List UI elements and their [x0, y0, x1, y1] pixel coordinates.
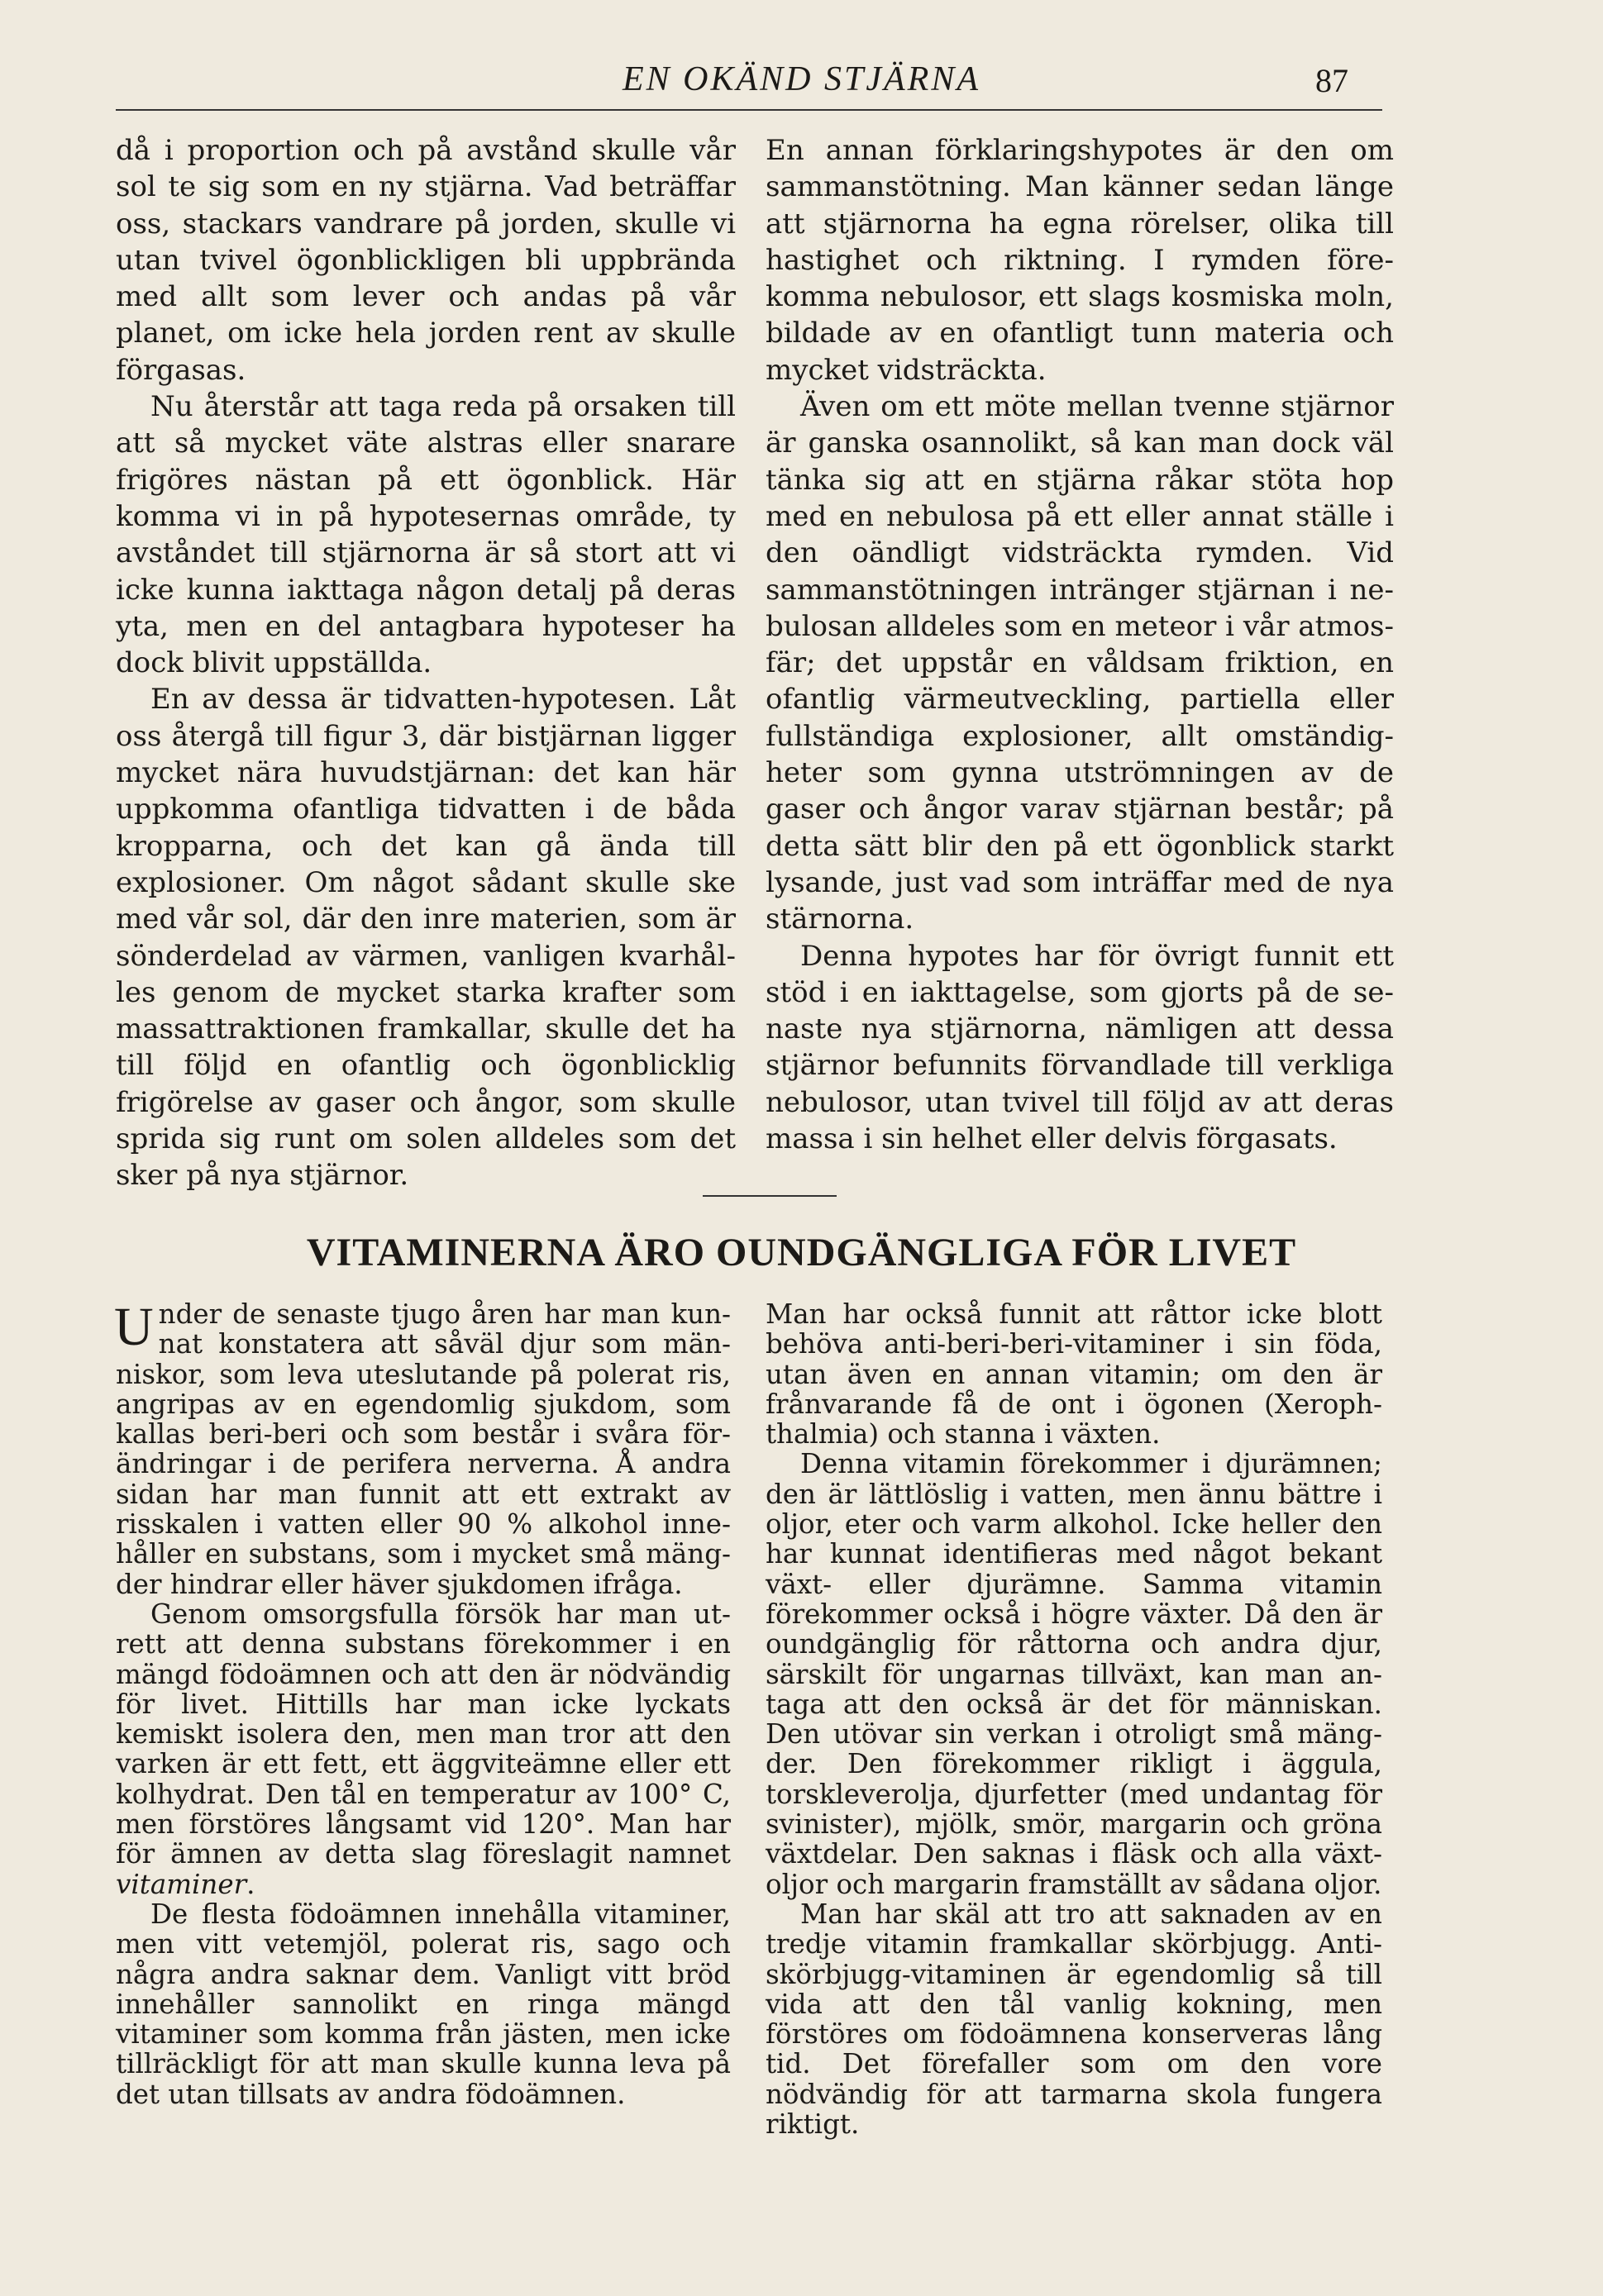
article-title: VITAMINERNA ÄRO OUNDGÄNGLIGA FÖR LIVET: [306, 1231, 1297, 1274]
paragraph: En av dessa är tidvatten-hypotesen. Låt oss återgå till figur 3, där bistjärnan ligger mycket nära huvudstjärnan: det kan här uppkomma ofantliga tidvatten i de båda kropparna, och det kan gå ända till explosioner. Om något sådant skulle ske med vår sol, där den inre materien, som är sönderdelad av värmen, vanligen kvarhålles genom de mycket starka krafter som massattraktionen framkallar, skulle det ha till följd en ofantlig och ögonblicklig frigörelse av gaser och ångor, som skulle sprida sig runt om solen alldeles som det sker på nya stjärnor.: [116, 683, 736, 1193]
paragraph: De flesta födoämnen innehålla vitaminer, men vitt vetemjöl, polerat ris, sago och några andra saknar dem. Vanligt vitt bröd innehåller sannolikt en ringa mängd vitaminer som komma från jästen, men icke tillräckligt för att man skulle kunna leva på det utan tillsats av andra födoämnen.: [116, 1898, 731, 2110]
paragraph: Man har också funnit att råttor icke blott behöva anti-beri-beri-vitaminer i sin föda, utan även en annan vitamin; om den är frånvarande få de ont i ögonen (Xerophthalmia) och stanna i växten.: [766, 1298, 1382, 1450]
paragraph-text: .: [246, 1868, 255, 1900]
italic-term: vitaminer: [116, 1868, 247, 1900]
paragraph-text: Genom omsorgsfulla försök har man utrett att denna substans förekommer i en mängd födoämnen och att den är nödvändig för livet. Hittills har man icke lyckats kemiskt isolera den, men man tror att den varken är ett fett, ett äggviteämne eller ett kolhydrat. Den tål en temperatur av 100° C, men förstöres långsamt vid 120°. Man har för ämnen av detta slag föreslagit namnet: [116, 1598, 731, 1870]
paragraph: [116, 1599, 731, 1899]
paragraph: Även om ett möte mellan tvenne stjärnor är ganska osannolikt, så kan man dock väl tänka sig att en stjärna råkar stöta hop med en nebulosa på ett eller annat ställe i den oändligt vidsträckta rymden. Vid sammanstötningen intränger stjärnan i nebulosan alldeles som en meteor i vår atmosfär; det uppstår en våldsam friktion, en ofantlig värmeutveckling, partiella eller fullständiga explosioner, allt omständigheter som gynna utströmningen av de gaser och ångor varav stjärnan består; på detta sätt blir den på ett ögonblick starkt lysande, just vad som inträffar med de nya stärnorna.: [766, 390, 1394, 936]
paragraph-text: nder de senaste tjugo åren har man kunnat konstatera att såväl djur som människor, som leva uteslutande på polerat ris, angripas av en egendomlig sjukdom, som kallas beri-beri och som består i svåra förändringar i de perifera nerverna. Å andra sidan har man funnit att ett extrakt av risskalen i vatten eller 90 % alkohol innehåller en substans, som i mycket små mängder hindrar eller häver sjukdomen ifråga.: [116, 1298, 731, 1600]
article-divider: [703, 1195, 837, 1197]
article2-right-column: [766, 1299, 1382, 2139]
paragraph: [116, 1299, 731, 1599]
drop-cap: U: [114, 1297, 154, 1357]
paragraph: Denna vitamin förekommer i djurämnen; den är lättlöslig i vatten, men ännu bättre i oljor, eter och varm alkohol. Icke heller den har kunnat identifieras med något bekant växt- eller djurämne. Samma vitamin förekommer också i högre växter. Då den är oundgänglig för råttorna och andra djur, särskilt för ungarnas tillväxt, kan man antaga att den också är det för människan. Den utövar sin verkan i otroligt små mängder. Den förekommer rikligt i äggula, torskleverolja, djurfetter (med undantag för svinister), mjölk, smör, margarin och gröna växtdelar. Den saknas i fläsk och alla växtoljor och margarin framställt av sådana oljor.: [766, 1448, 1382, 1900]
article2-left-column: [116, 1299, 731, 2109]
article1-right-column: [766, 132, 1394, 1157]
paragraph: då i proportion och på avstånd skulle vår sol te sig som en ny stjärna. Vad beträffar oss, stackars vandrare på jorden, skulle vi utan tvivel ögonblickligen bli uppbrända med allt som lever och andas på vår planet, om icke hela jorden rent av skulle förgasas.: [116, 134, 736, 387]
paragraph: Nu återstår att taga reda på orsaken till att så mycket väte alstras eller snarare frigöres nästan på ett ögonblick. Här komma vi in på hypotesernas område, ty avståndet till stjärnorna är så stort att vi icke kunna iakttaga någon detalj på deras yta, men en del antagbara hypoteser ha dock blivit uppställda.: [116, 390, 736, 680]
header-rule: [116, 109, 1382, 111]
paragraph: En annan förklaringshypotes är den om sammanstötning. Man känner sedan länge att stjärnorna ha egna rörelser, olika till hastighet och riktning. I rymden förekomma nebulosor, ett slags kosmiska moln, bildade av en ofantligt tunn materia och mycket vidsträckta.: [766, 134, 1394, 387]
article1-left-column: [116, 132, 736, 1194]
running-header-title: EN OKÄND STJÄRNA: [623, 60, 980, 98]
page-number: 87: [1315, 62, 1348, 99]
paragraph: Man har skäl att tro att saknaden av en tredje vitamin framkallar skörbjugg. Antiskörbjugg-vitaminen är egendomlig så till vida att den tål vanlig kokning, men förstöres om födoämnena konserveras lång tid. Det förefaller som om den vore nödvändig för att tarmarna skola fungera riktigt.: [766, 1898, 1382, 2141]
paragraph: Denna hypotes har för övrigt funnit ett stöd i en iakttagelse, som gjorts på de senaste nya stjärnorna, nämligen att dessa stjärnor befunnits förvandlade till verkliga nebulosor, utan tvivel till följd av att deras massa i sin helhet eller delvis förgasats.: [766, 939, 1394, 1156]
